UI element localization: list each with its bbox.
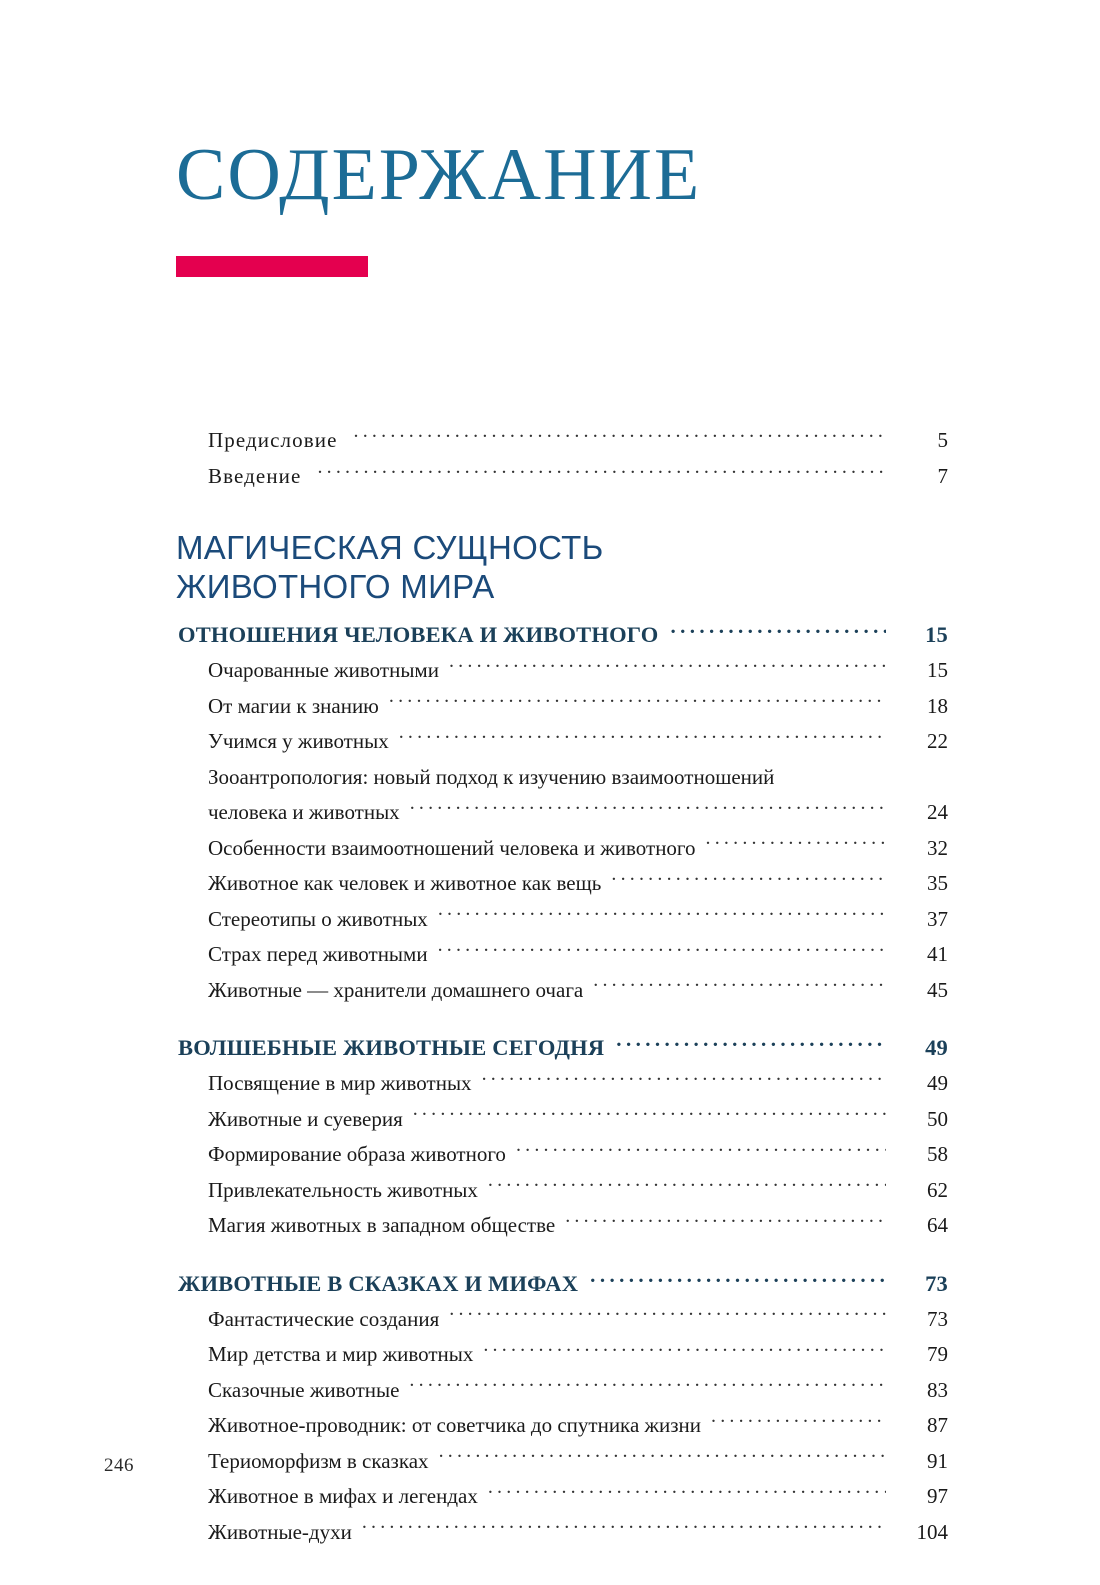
toc-item-row[interactable] bbox=[178, 937, 948, 973]
toc-item-label: Очарованные животными bbox=[208, 658, 439, 682]
chapter-row[interactable] bbox=[178, 1266, 948, 1302]
toc-item-page-number: 50 bbox=[927, 1106, 948, 1131]
dot-leader bbox=[593, 976, 886, 997]
toc-item-page-number: 15 bbox=[927, 658, 948, 682]
dot-leader bbox=[439, 1447, 886, 1468]
toc-item-page-number: 58 bbox=[927, 1142, 948, 1166]
toc-item-row[interactable] bbox=[178, 1302, 948, 1338]
toc-item-row[interactable] bbox=[178, 1373, 948, 1409]
dot-leader bbox=[449, 1305, 886, 1326]
toc-item-label: Стереотипы о животных bbox=[208, 906, 428, 931]
masthead bbox=[176, 134, 976, 277]
accent-bar bbox=[176, 256, 368, 277]
toc-item-page-number: 91 bbox=[927, 1448, 948, 1473]
toc-item-row[interactable] bbox=[178, 1137, 948, 1173]
dot-leader bbox=[611, 869, 886, 890]
toc-item-label: Сказочные животные bbox=[208, 1377, 400, 1402]
toc-item-label-line-2: человека и животных bbox=[208, 800, 400, 824]
toc-item-page-number: 49 bbox=[927, 1071, 948, 1095]
toc-item-label: Посвящение в мир животных bbox=[208, 1071, 472, 1095]
toc-item-label: Териоморфизм в сказках bbox=[208, 1448, 429, 1473]
chapter-label: ЖИВОТНЫЕ В СКАЗКАХ И МИФАХ bbox=[178, 1270, 579, 1296]
dot-leader bbox=[399, 727, 886, 748]
dot-leader bbox=[438, 940, 886, 961]
toc-item-page-number: 83 bbox=[927, 1377, 948, 1402]
chapter-page-number: 15 bbox=[925, 622, 948, 647]
front-matter-row[interactable] bbox=[178, 422, 948, 458]
toc-item-page-number: 87 bbox=[927, 1413, 948, 1437]
toc-item-label: Фантастические создания bbox=[208, 1306, 440, 1331]
toc-item-page-number: 22 bbox=[927, 729, 948, 753]
dot-leader bbox=[317, 462, 886, 483]
chapter-label: ВОЛШЕБНЫЕ ЖИВОТНЫЕ СЕГОДНЯ bbox=[178, 1035, 605, 1060]
toc-item-page-number: 41 bbox=[927, 942, 948, 966]
toc-sections bbox=[178, 617, 948, 1550]
toc-item-page-number: 32 bbox=[927, 835, 948, 860]
toc-item-row[interactable] bbox=[178, 902, 948, 938]
toc-section bbox=[178, 1030, 948, 1244]
dot-leader bbox=[590, 1268, 886, 1291]
toc-item-row[interactable] bbox=[178, 724, 948, 760]
toc-item-label-line-1: Зооантропология: новый подход к изучению взаимоотношений bbox=[208, 764, 775, 789]
toc-item-page-number: 64 bbox=[927, 1213, 948, 1237]
chapter-page-number: 73 bbox=[925, 1270, 948, 1296]
toc-item-row[interactable] bbox=[178, 1208, 948, 1244]
toc-section bbox=[178, 1266, 948, 1551]
front-matter-row[interactable] bbox=[178, 458, 948, 494]
dot-leader bbox=[488, 1482, 886, 1503]
toc-item-page-number: 37 bbox=[927, 906, 948, 931]
toc-item-row[interactable] bbox=[178, 1479, 948, 1515]
toc-item-label: Мир детства и мир животных bbox=[208, 1342, 474, 1366]
dot-leader bbox=[409, 1376, 886, 1397]
toc-item-page-number: 35 bbox=[927, 871, 948, 895]
toc-item-page-number: 45 bbox=[927, 977, 948, 1002]
toc-section bbox=[178, 617, 948, 1008]
front-matter-page-number: 5 bbox=[937, 428, 948, 452]
toc-item-label: Животное-проводник: от советчика до спутника жизни bbox=[208, 1413, 702, 1437]
part-heading-line-2: ЖИВОТНОГО МИРА bbox=[176, 568, 495, 605]
part-heading bbox=[176, 528, 876, 606]
toc-item-row[interactable] bbox=[178, 689, 948, 725]
toc-item-page-number: 73 bbox=[927, 1306, 948, 1331]
dot-leader bbox=[410, 798, 886, 819]
chapter-row[interactable] bbox=[178, 617, 948, 653]
chapter-label: ОТНОШЕНИЯ ЧЕЛОВЕКА И ЖИВОТНОГО bbox=[178, 622, 659, 647]
toc-item-label: Животные и суеверия bbox=[208, 1106, 403, 1131]
toc-item-row[interactable] bbox=[178, 1515, 948, 1551]
toc-item-label: Магия животных в западном обществе bbox=[208, 1213, 556, 1237]
toc-item-label: Животное как человек и животное как вещь bbox=[208, 871, 602, 895]
toc-item-page-number: 18 bbox=[927, 693, 948, 718]
toc-item-row[interactable] bbox=[178, 866, 948, 902]
dot-leader bbox=[670, 620, 886, 643]
toc-item-row[interactable] bbox=[178, 1066, 948, 1102]
dot-leader bbox=[413, 1105, 886, 1126]
dot-leader bbox=[565, 1211, 886, 1232]
dot-leader bbox=[354, 426, 886, 447]
dot-leader bbox=[482, 1069, 886, 1090]
page-title: СОДЕРЖАНИЕ bbox=[176, 134, 702, 216]
chapter-page-number: 49 bbox=[925, 1035, 948, 1060]
dot-leader bbox=[389, 692, 886, 713]
toc-item-label: Формирование образа животного bbox=[208, 1142, 506, 1166]
front-matter-label: Предисловие bbox=[208, 428, 338, 452]
toc-item-page-number: 97 bbox=[927, 1484, 948, 1508]
toc-item-row[interactable] bbox=[178, 1102, 948, 1138]
toc-item-page-number: 24 bbox=[927, 800, 948, 824]
toc-item-row[interactable] bbox=[178, 1337, 948, 1373]
dot-leader bbox=[449, 656, 886, 677]
toc-item-label: Учимся у животных bbox=[208, 729, 389, 753]
dot-leader bbox=[438, 905, 886, 926]
dot-leader bbox=[516, 1140, 886, 1161]
toc-item-label: Животные — хранители домашнего очага bbox=[208, 977, 584, 1002]
toc-item-label: Животное в мифах и легендах bbox=[208, 1484, 478, 1508]
front-matter-list bbox=[178, 422, 948, 494]
toc-item-page-number: 104 bbox=[916, 1519, 948, 1544]
toc-item-row[interactable] bbox=[178, 1408, 948, 1444]
toc-item-label: Особенности взаимоотношений человека и животного bbox=[208, 835, 696, 860]
toc-item-row[interactable] bbox=[178, 1173, 948, 1209]
part-heading-line-1: МАГИЧЕСКАЯ СУЩНОСТЬ bbox=[176, 529, 604, 566]
toc-item-row[interactable] bbox=[178, 831, 948, 867]
toc-item-label: Привлекательность животных bbox=[208, 1177, 478, 1202]
toc-item-label: Страх перед животными bbox=[208, 942, 428, 966]
toc-item-page-number: 79 bbox=[927, 1342, 948, 1366]
chapter-row[interactable] bbox=[178, 1030, 948, 1066]
toc-item-label: Животные-духи bbox=[208, 1519, 352, 1544]
toc-item-row[interactable] bbox=[178, 1444, 948, 1480]
toc-item-label: От магии к знанию bbox=[208, 693, 379, 718]
toc-item-row[interactable] bbox=[178, 795, 948, 831]
front-matter-label: Введение bbox=[208, 464, 302, 488]
dot-leader bbox=[711, 1411, 886, 1432]
dot-leader bbox=[616, 1033, 886, 1056]
dot-leader bbox=[488, 1176, 886, 1197]
dot-leader bbox=[483, 1340, 886, 1361]
front-matter-page-number: 7 bbox=[937, 464, 948, 488]
folio-page-number: 246 bbox=[104, 1455, 134, 1476]
dot-leader bbox=[706, 834, 886, 855]
toc-item-page-number: 62 bbox=[927, 1177, 948, 1202]
dot-leader bbox=[362, 1518, 886, 1539]
toc-item-row[interactable] bbox=[178, 973, 948, 1009]
toc-item-row[interactable] bbox=[178, 653, 948, 689]
